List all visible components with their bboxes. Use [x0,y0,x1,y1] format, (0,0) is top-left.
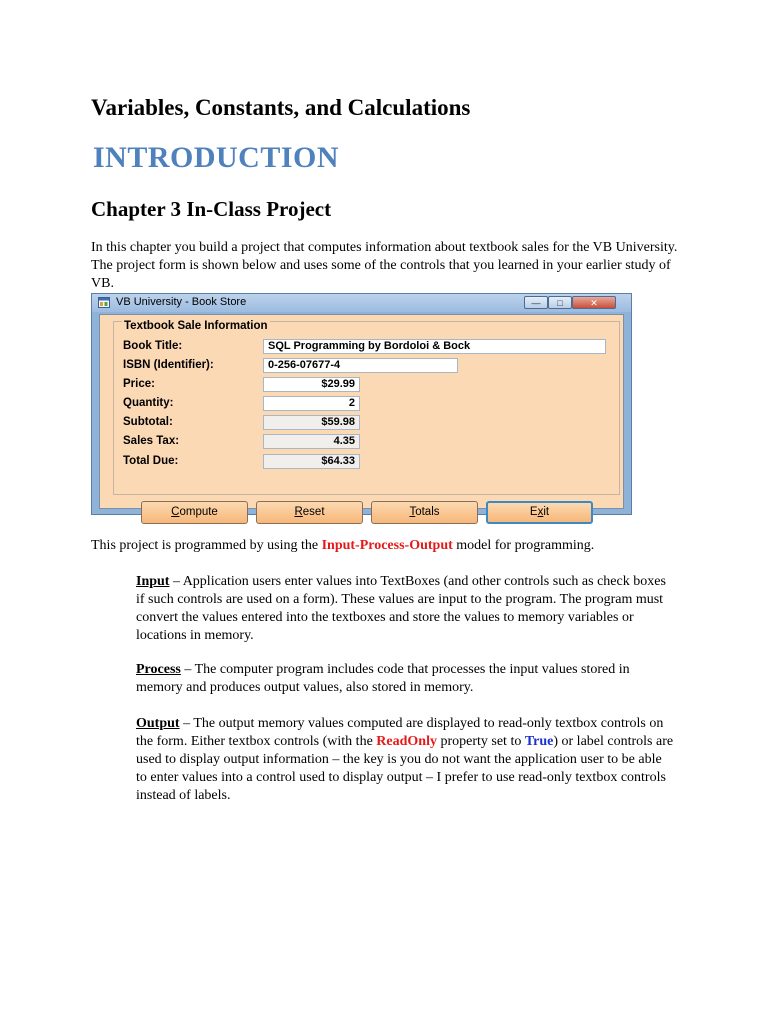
introduction-heading: INTRODUCTION [93,141,340,174]
model-paragraph [91,537,594,555]
output-term: Output [136,716,180,731]
subtotal-label: Subtotal: [123,416,173,428]
input-description [136,573,676,645]
groupbox-title: Textbook Sale Information [124,320,268,332]
exit-label-end: it [543,506,550,518]
totals-label: otals [415,506,440,518]
form-client-area [99,314,624,518]
compute-label: ompute [179,506,218,518]
input-term: Input [136,574,170,589]
price-textbox[interactable]: $29.99 [263,377,360,392]
exit-button[interactable] [486,501,593,524]
isbn-label: ISBN (Identifier): [123,359,214,371]
output-text-1: – The output memory values computed are displayed to read-only textbox controls on the form. Either textbox controls (with the [136,716,664,749]
total-due-label: Total Due: [123,455,179,467]
minimize-icon[interactable]: — [524,296,548,309]
isbn-textbox[interactable]: 0-256-07677-4 [263,358,458,373]
compute-button[interactable] [141,501,248,524]
sales-tax-label: Sales Tax: [123,435,180,447]
book-title-label: Book Title: [123,340,183,352]
output-text-2: property set to [436,734,525,749]
true-keyword: True [524,734,554,749]
model-text-after: model for programming. [452,538,595,553]
totals-mnemonic: T [409,506,416,518]
window-title: VB University - Book Store [116,296,247,308]
process-term: Process [136,662,181,677]
close-icon[interactable]: ✕ [572,296,616,309]
quantity-textbox[interactable]: 2 [263,396,360,411]
maximize-icon[interactable]: □ [548,296,572,309]
book-title-textbox[interactable]: SQL Programming by Bordoloi & Bock [263,339,606,354]
input-text: – Application users enter values into TextBoxes (and other controls such as check boxes if such controls are used on a form). These values are input to the program. The program must convert the values entered into the textboxes and store the values to memory variables or locations in memory. [136,574,666,643]
compute-mnemonic: C [171,506,180,518]
sales-tax-textbox[interactable]: 4.35 [263,434,360,449]
quantity-label: Quantity: [123,397,174,409]
reset-mnemonic: R [294,506,303,518]
price-label: Price: [123,378,155,390]
reset-label: eset [302,506,325,518]
process-description [136,661,676,697]
ipo-highlight: Input-Process-Output [321,538,453,553]
exit-label-start: E [529,506,538,518]
document-title: Variables, Constants, and Calculations [91,95,471,120]
totals-button[interactable] [371,501,478,524]
intro-paragraph: In this chapter you build a project that computes information about textbook sales for the VB University. The project form is shown below and uses some of the controls that you learned in your earlier study of VB. [91,240,678,291]
book-store-window-screenshot [91,293,632,518]
subtotal-textbox[interactable]: $59.98 [263,415,360,430]
output-text-3: ) or label controls are used to display output information – the key is you do not want the application user to be able to enter values into a control used to display output – I prefer to use read-only textbox controls instead of labels. [136,734,674,803]
chapter-heading: Chapter 3 In-Class Project [91,197,332,221]
total-due-textbox[interactable]: $64.33 [263,454,360,469]
process-text: – The computer program includes code that processes the input values stored in memory and produces output values, also stored in memory. [136,662,630,695]
output-description [136,715,676,805]
readonly-keyword: ReadOnly [376,734,437,749]
model-text-before: This project is programmed by using the [91,538,322,553]
exit-mnemonic: x [537,506,544,518]
window-titlebar [92,294,631,312]
app-window-icon [98,297,110,308]
reset-button[interactable] [256,501,363,524]
